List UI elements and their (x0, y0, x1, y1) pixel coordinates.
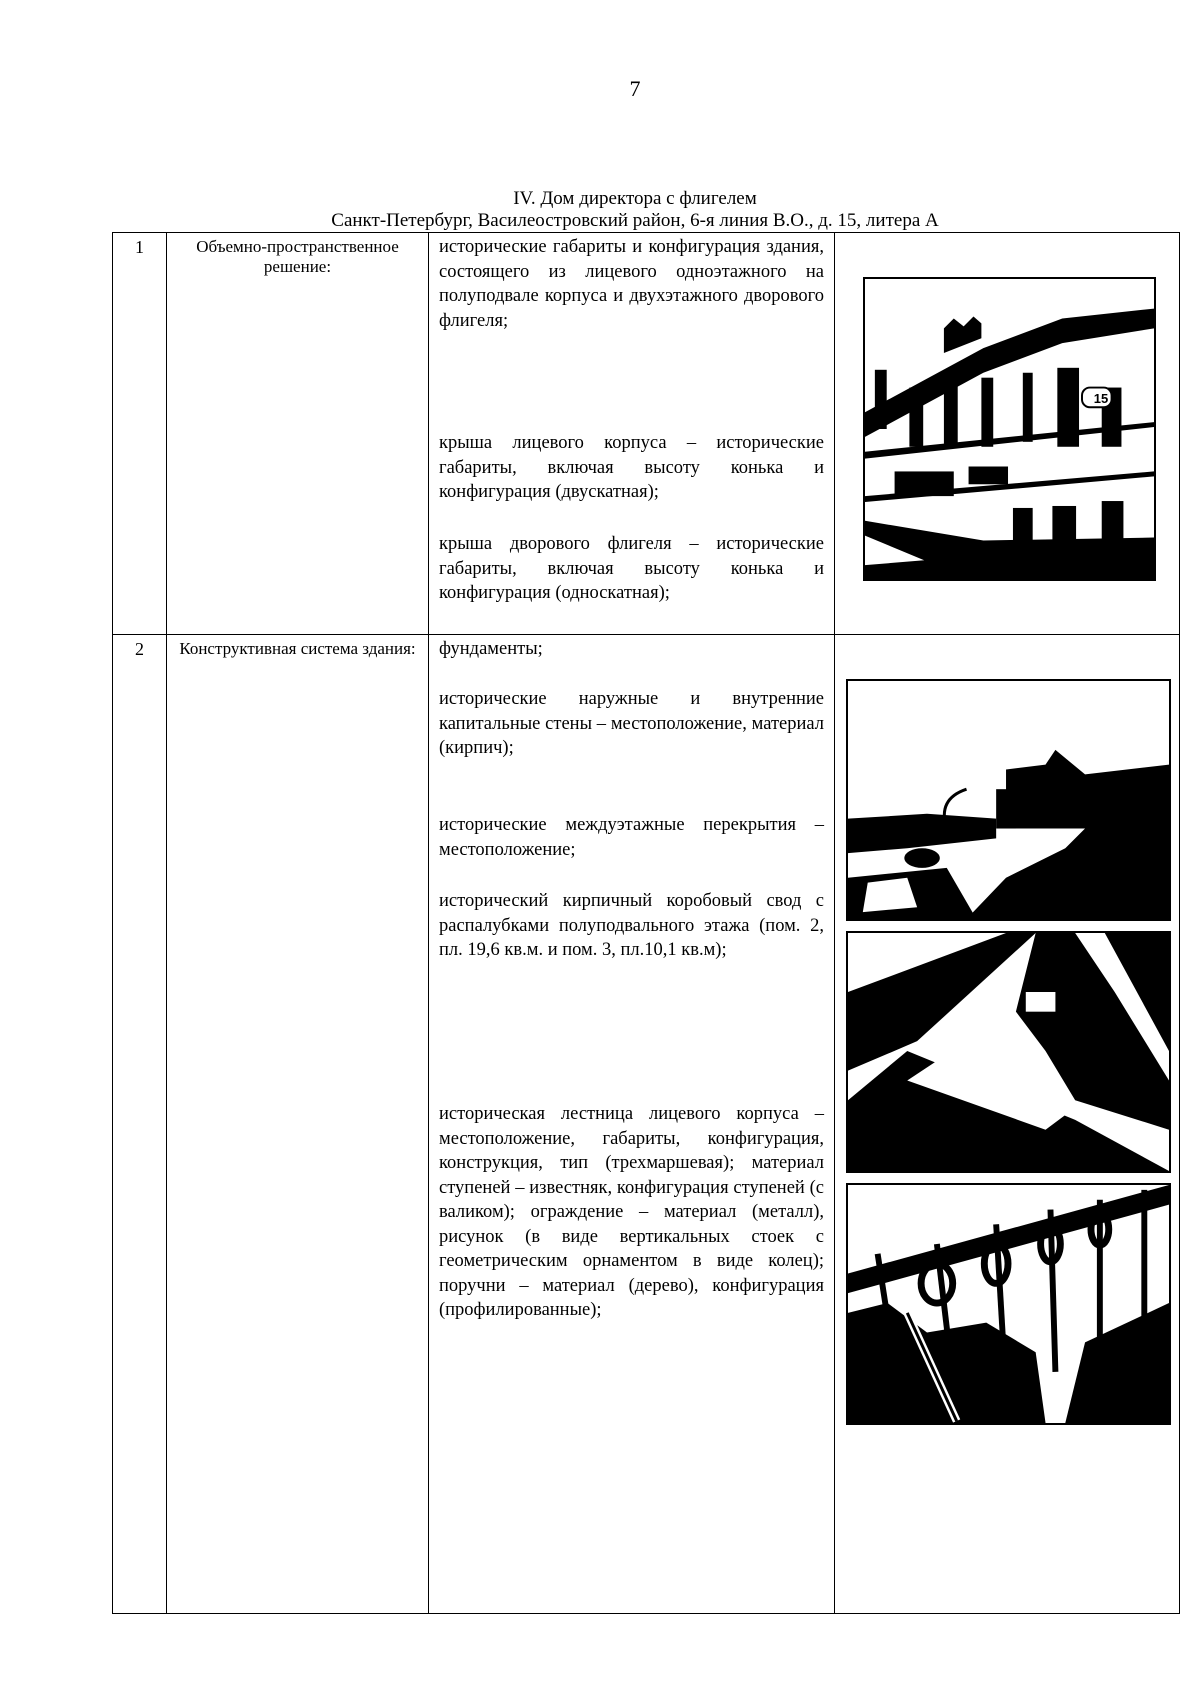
object-address: Санкт-Петербург, Василеостровский район, 6-я линия В.О., д. 15, литера А (331, 210, 939, 231)
facade-photo (863, 277, 1156, 581)
photo-cell (834, 233, 1179, 634)
row-description (428, 635, 834, 1613)
list-item: исторический кирпичный коробовый свод с распалубками полуподвального этажа (пом. 2, пл. 19,6 кв.м. и пом. 3, пл.10,1 кв.м); (439, 891, 824, 960)
list-item: фундаменты; (439, 639, 543, 659)
row-name: Конструктивная система здания: (166, 635, 428, 1613)
list-item: исторические междуэтажные перекрытия – местоположение; (439, 815, 824, 860)
photo-cell (834, 635, 1179, 1613)
row-number: 1 (135, 237, 144, 257)
list-item: исторические наружные и внутренние капитальные стены – местоположение, материал (кирпич); (439, 689, 824, 758)
row-name: Объемно-пространственное решение: (166, 233, 428, 634)
section-title: IV. Дом директора с флигелем (513, 188, 757, 209)
house-number-sign: 15 (1093, 391, 1109, 406)
row-number: 2 (135, 639, 144, 659)
list-item: историческая лестница лицевого корпуса – местоположение, габариты, конфигурация, конструкция, тип (трехмаршевая); материал ступеней – известняк, конфигурация ступеней (с валиком); ограждение – материал (металл), рисунок (в виде вертикальных стоек с геометрическим орнаментом в виде колец); поручни – материал (дерево), конфигурация (профилированные); (439, 1104, 824, 1320)
list-item: крыша дворового флигеля – исторические габариты, включая высоту конька и конфигурация (односкатная); (439, 534, 824, 603)
staircase-photo (846, 1183, 1171, 1425)
vault-photo (846, 931, 1171, 1173)
page-number: 7 (629, 76, 641, 101)
foundation-photo (846, 679, 1171, 921)
table-row-2 (112, 634, 1180, 1614)
table-row-1 (112, 232, 1180, 634)
row-description (428, 233, 834, 634)
list-item: исторические габариты и конфигурация здания, состоящего из лицевого одноэтажного на полуподвале корпуса и двухэтажного дворового флигеля; (439, 237, 824, 331)
list-item: крыша лицевого корпуса – исторические габариты, включая высоту конька и конфигурация (двускатная); (439, 433, 824, 502)
